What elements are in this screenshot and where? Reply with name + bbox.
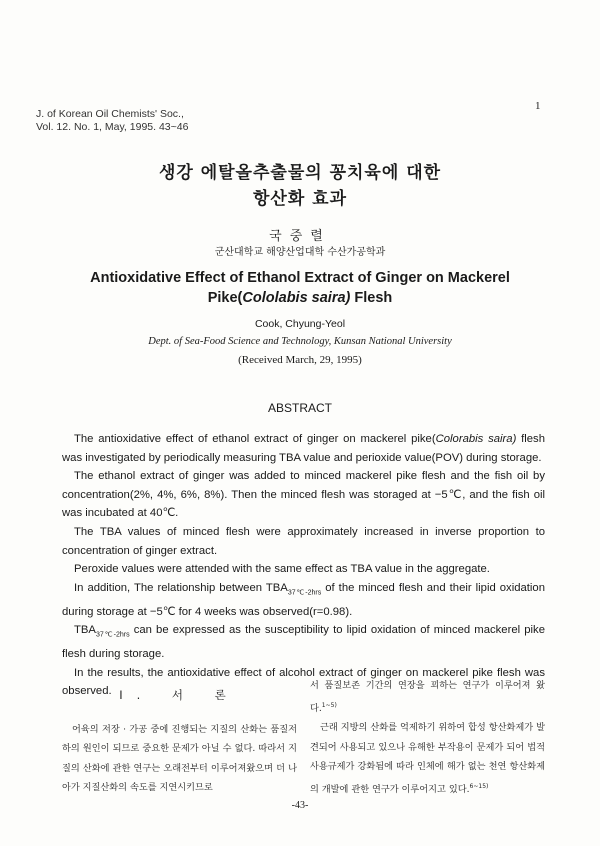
- abstract-p6-post: can be expressed as the susceptibility to lipid oxidation of minced mackerel pike flesh during storage.: [62, 624, 545, 661]
- abstract-paragraph-7: In the results, the antioxidative effect of alcohol extract of ginger on mackerel pike flesh was observed.: [62, 666, 545, 698]
- korean-affiliation: 군산대학교 해양산업대학 수산가공학과: [214, 247, 386, 258]
- received-date: (Received March, 29, 1995): [238, 354, 362, 366]
- abstract-p5-pre: In addition, The relationship between TBA: [74, 581, 288, 594]
- korean-title-line-1: 생강 에탈올추출물의 꽁치육에 대한: [158, 163, 442, 183]
- abstract-p1-post: flesh was investigated by periodically measuring TBA value and perioxide value(POV) during storage.: [62, 433, 545, 464]
- page-number-bottom: -43-: [291, 800, 309, 811]
- abstract-p6-sub: 37℃-2hrs: [95, 631, 130, 639]
- abstract-paragraph-3: The TBA values of minced flesh were approximately increased in inverse proportion to concentration of ginger extract.: [62, 525, 545, 557]
- english-title: [0, 268, 600, 308]
- page-number-top: 1: [535, 100, 541, 112]
- abstract-paragraph-5: [62, 579, 545, 621]
- intro-right-p1-text: 서 품질보존 기간의 연장을 꾀하는 연구가 이루어져 왔다.: [310, 680, 545, 714]
- intro-right-column: [310, 676, 545, 799]
- abstract-paragraph-6: [62, 621, 545, 663]
- journal-citation: [36, 108, 188, 134]
- korean-title-line-2: 항산화 효과: [252, 189, 348, 209]
- abstract-paragraph-2: The ethanol extract of ginger was added to minced mackerel pike flesh and the fish oil by concentration(2%, 4%, 6%, 8%). Then the minced flesh was storaged at −5℃, and the fish oil was incubated at 40℃.: [62, 470, 545, 520]
- abstract-heading: ABSTRACT: [267, 401, 332, 415]
- abstract-p1-italic: Colorabis saira): [435, 433, 517, 445]
- intro-right-paragraph-2: [310, 718, 545, 799]
- english-affiliation: Dept. of Sea-Food Science and Technology, Kunsan National University: [148, 336, 452, 347]
- korean-author: 국중렬: [269, 229, 331, 244]
- abstract-p1-pre: The antioxidative effect of ethanol extract of ginger on mackerel pike(: [74, 433, 436, 445]
- english-title-pre: Pike(: [207, 290, 243, 306]
- abstract-p6-pre: TBA: [74, 624, 96, 637]
- abstract-p5-sub: 37℃-2hrs: [287, 589, 322, 596]
- english-title-line-2: [0, 288, 600, 308]
- abstract-paragraph-1: [62, 430, 545, 467]
- intro-right-p2-ref: 6~15): [469, 782, 489, 790]
- journal-line-2: Vol. 12. No. 1, May, 1995. 43~46: [36, 121, 189, 133]
- abstract-p5-post: of the minced flesh and their lipid oxidation during storage at −5℃ for 4 weeks was observed(r=0.98).: [62, 581, 545, 618]
- english-author: Cook, Chyung-Yeol: [254, 318, 346, 330]
- intro-right-p2-text: 근래 지방의 산화를 억제하기 위하여 합성 항산화제가 발견되어 사용되고 있으나 유해한 부작용이 문제가 되어 법적 사용규제가 강화됨에 따라 인체에 해가 없는 천연 항산화제의 개발에 관한 연구가 이루어지고 있다.: [310, 722, 545, 795]
- abstract-paragraph-4: Peroxide values were attended with the same effect as TBA value in the aggregate.: [74, 563, 490, 576]
- english-title-line-1: Antioxidative Effect of Ethanol Extract of Ginger on Mackerel: [90, 270, 510, 286]
- english-title-italic: Cololabis saira): [242, 290, 351, 306]
- journal-line-1: J. of Korean Oil Chemists' Soc.,: [36, 108, 184, 120]
- english-title-post: Flesh: [350, 290, 393, 306]
- intro-heading: I. 서 론: [119, 688, 240, 702]
- abstract-body: [62, 430, 545, 701]
- intro-left-column: [62, 682, 297, 798]
- intro-right-p1-ref: 1~5): [321, 701, 337, 709]
- intro-left-paragraph: 어육의 저장 · 가공 중에 진행되는 지질의 산화는 품질저하의 원인이 되므로 중요한 문제가 아닐 수 없다. 따라서 지질의 산화에 관한 연구는 오래전부터 이루어져왔으며 더 나아가 지질산화의 속도를 지연시키므로: [62, 723, 297, 793]
- intro-right-paragraph-1: [310, 676, 545, 718]
